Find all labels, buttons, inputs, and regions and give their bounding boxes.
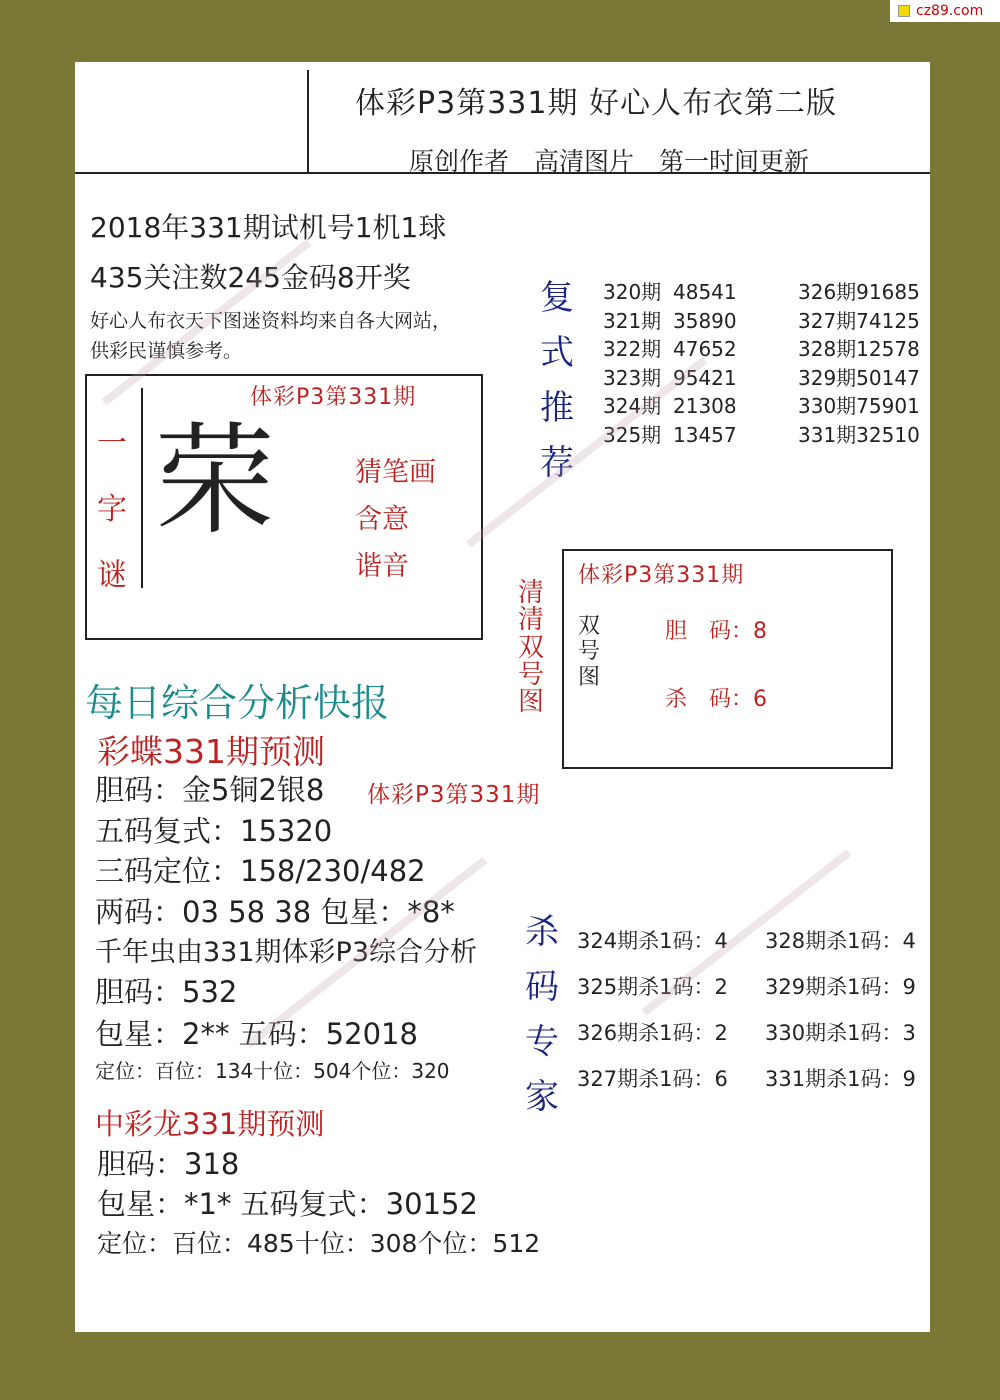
zhongcailong-bao: 包星：*1* 五码复式：30152: [97, 1187, 478, 1221]
list-item: 329期杀1码：9: [765, 975, 916, 999]
disclaimer-line-1: 好心人布衣天下图迷资料均来自各大网站，: [90, 310, 452, 332]
caidie-title: 彩蝶331期预测: [97, 732, 325, 771]
list-item: 329期50147: [798, 365, 920, 390]
riddle-hint: 猜笔画: [355, 457, 436, 488]
list-item: 326期杀1码：2: [577, 1021, 728, 1045]
riddle-header: 体彩P3第331期: [250, 385, 417, 410]
riddle-divider: [141, 388, 143, 588]
fushi-label-char: 复: [540, 278, 574, 318]
shuanghao-label-char: 号: [578, 639, 601, 665]
list-item: 330期75901: [798, 394, 920, 419]
list-item: 325期杀1码：2: [577, 975, 728, 999]
prediction-line: 胆码：金5铜2银8: [95, 773, 325, 807]
list-item: 328期杀1码：4: [765, 929, 916, 953]
shama-label-char: 杀: [525, 912, 559, 952]
qingqing-label-char: 双: [518, 632, 545, 663]
list-item: 320期 48541: [603, 280, 737, 304]
list-item: 322期 47652: [603, 337, 737, 362]
zhongcailong-dan: 胆码：318: [97, 1147, 240, 1181]
riddle-hint: 含意: [355, 504, 409, 535]
list-item: 328期12578: [798, 337, 920, 362]
qingqing-label-char: 清: [518, 578, 545, 608]
shuanghao-label-char: 双: [578, 614, 601, 639]
site-badge-text: cz89.com: [916, 3, 984, 19]
riddle-label-char: 一: [97, 426, 127, 461]
list-item: 321期 35890: [603, 308, 737, 333]
riddle-label-char: 字: [97, 492, 127, 527]
list-item: 326期91685: [798, 280, 920, 304]
badge-square-icon: [898, 5, 910, 17]
list-item: 327期杀1码：6: [577, 1067, 728, 1091]
zhongcailong-title: 中彩龙331期预测: [95, 1107, 325, 1141]
list-item: 324期 21308: [603, 394, 737, 419]
qingqing-label-char: 图: [518, 687, 545, 718]
shama-label-char: 家: [525, 1077, 559, 1117]
list-item: 327期74125: [798, 308, 920, 333]
disclaimer-line-2: 供彩民谨慎参考。: [90, 340, 243, 362]
dan-code: 胆 码：8: [665, 619, 767, 644]
site-badge[interactable]: [890, 0, 1000, 22]
sha-code: 杀 码：6: [665, 687, 767, 712]
fushi-label-char: 荐: [540, 443, 574, 483]
prediction-line: 三码定位：158/230/482: [95, 854, 426, 888]
paper-sheet: [75, 62, 930, 1332]
qingqing-label-char: 清: [518, 605, 545, 636]
prediction-line: 五码复式：15320: [95, 813, 333, 848]
fushi-right-list: [798, 278, 920, 450]
riddle-side-label: [97, 418, 127, 594]
zhongcailong-ding: 定位：百位：485十位：308个位：512: [97, 1229, 541, 1258]
trial-number-line: 2018年331期试机号1机1球: [90, 211, 447, 244]
fushi-left-list: [603, 278, 737, 450]
caidie-stamp: 体彩P3第331期: [367, 782, 541, 808]
list-item: 323期 95421: [603, 365, 737, 390]
page-title: 体彩P3第331期 好心人布衣第二版: [355, 86, 837, 121]
fushi-label: [540, 270, 574, 484]
shuanghao-label-char: 图: [578, 664, 601, 690]
shama-label: [525, 904, 559, 1118]
riddle-character: 荣: [155, 412, 275, 551]
riddle-label-char: 谜: [97, 558, 127, 593]
daily-report-heading: 每日综合分析快报: [85, 681, 390, 725]
shuanghao-header: 体彩P3第331期: [578, 563, 745, 588]
list-item: 324期杀1码：4: [577, 929, 728, 953]
list-item: 331期杀1码：9: [765, 1067, 916, 1091]
list-item: 331期32510: [798, 422, 920, 447]
qiannian-dan: 胆码：532: [95, 975, 238, 1009]
shama-label-char: 专: [525, 1022, 559, 1062]
fushi-label-char: 推: [540, 388, 574, 428]
list-item: 330期杀1码：3: [765, 1021, 916, 1045]
shama-label-char: 码: [525, 967, 559, 1007]
riddle-hints: [355, 450, 436, 583]
caidie-lines: [95, 770, 455, 932]
list-item: 325期 13457: [603, 422, 737, 447]
shuanghao-inner-label: [578, 614, 600, 690]
shama-left-list: [577, 918, 728, 1102]
prediction-line: 两码：03 58 38 包星：*8*: [95, 894, 455, 929]
focus-number-line: 435关注数245金码8开奖: [90, 261, 411, 294]
qiannian-ding: 定位：百位：134十位：504个位：320: [95, 1059, 450, 1083]
qiannian-bao: 包星：2** 五码：52018: [95, 1017, 418, 1051]
fushi-label-char: 式: [540, 333, 574, 373]
riddle-hint: 谐音: [355, 551, 409, 582]
qingqing-label: [518, 580, 544, 716]
page-subtitle: 原创作者 高清图片 第一时间更新: [409, 147, 810, 176]
shama-right-list: [765, 918, 916, 1102]
header-divider-vertical: [307, 70, 309, 172]
qingqing-label-char: 号: [518, 659, 545, 690]
qiannian-title: 千年虫由331期体彩P3综合分析: [95, 937, 477, 968]
